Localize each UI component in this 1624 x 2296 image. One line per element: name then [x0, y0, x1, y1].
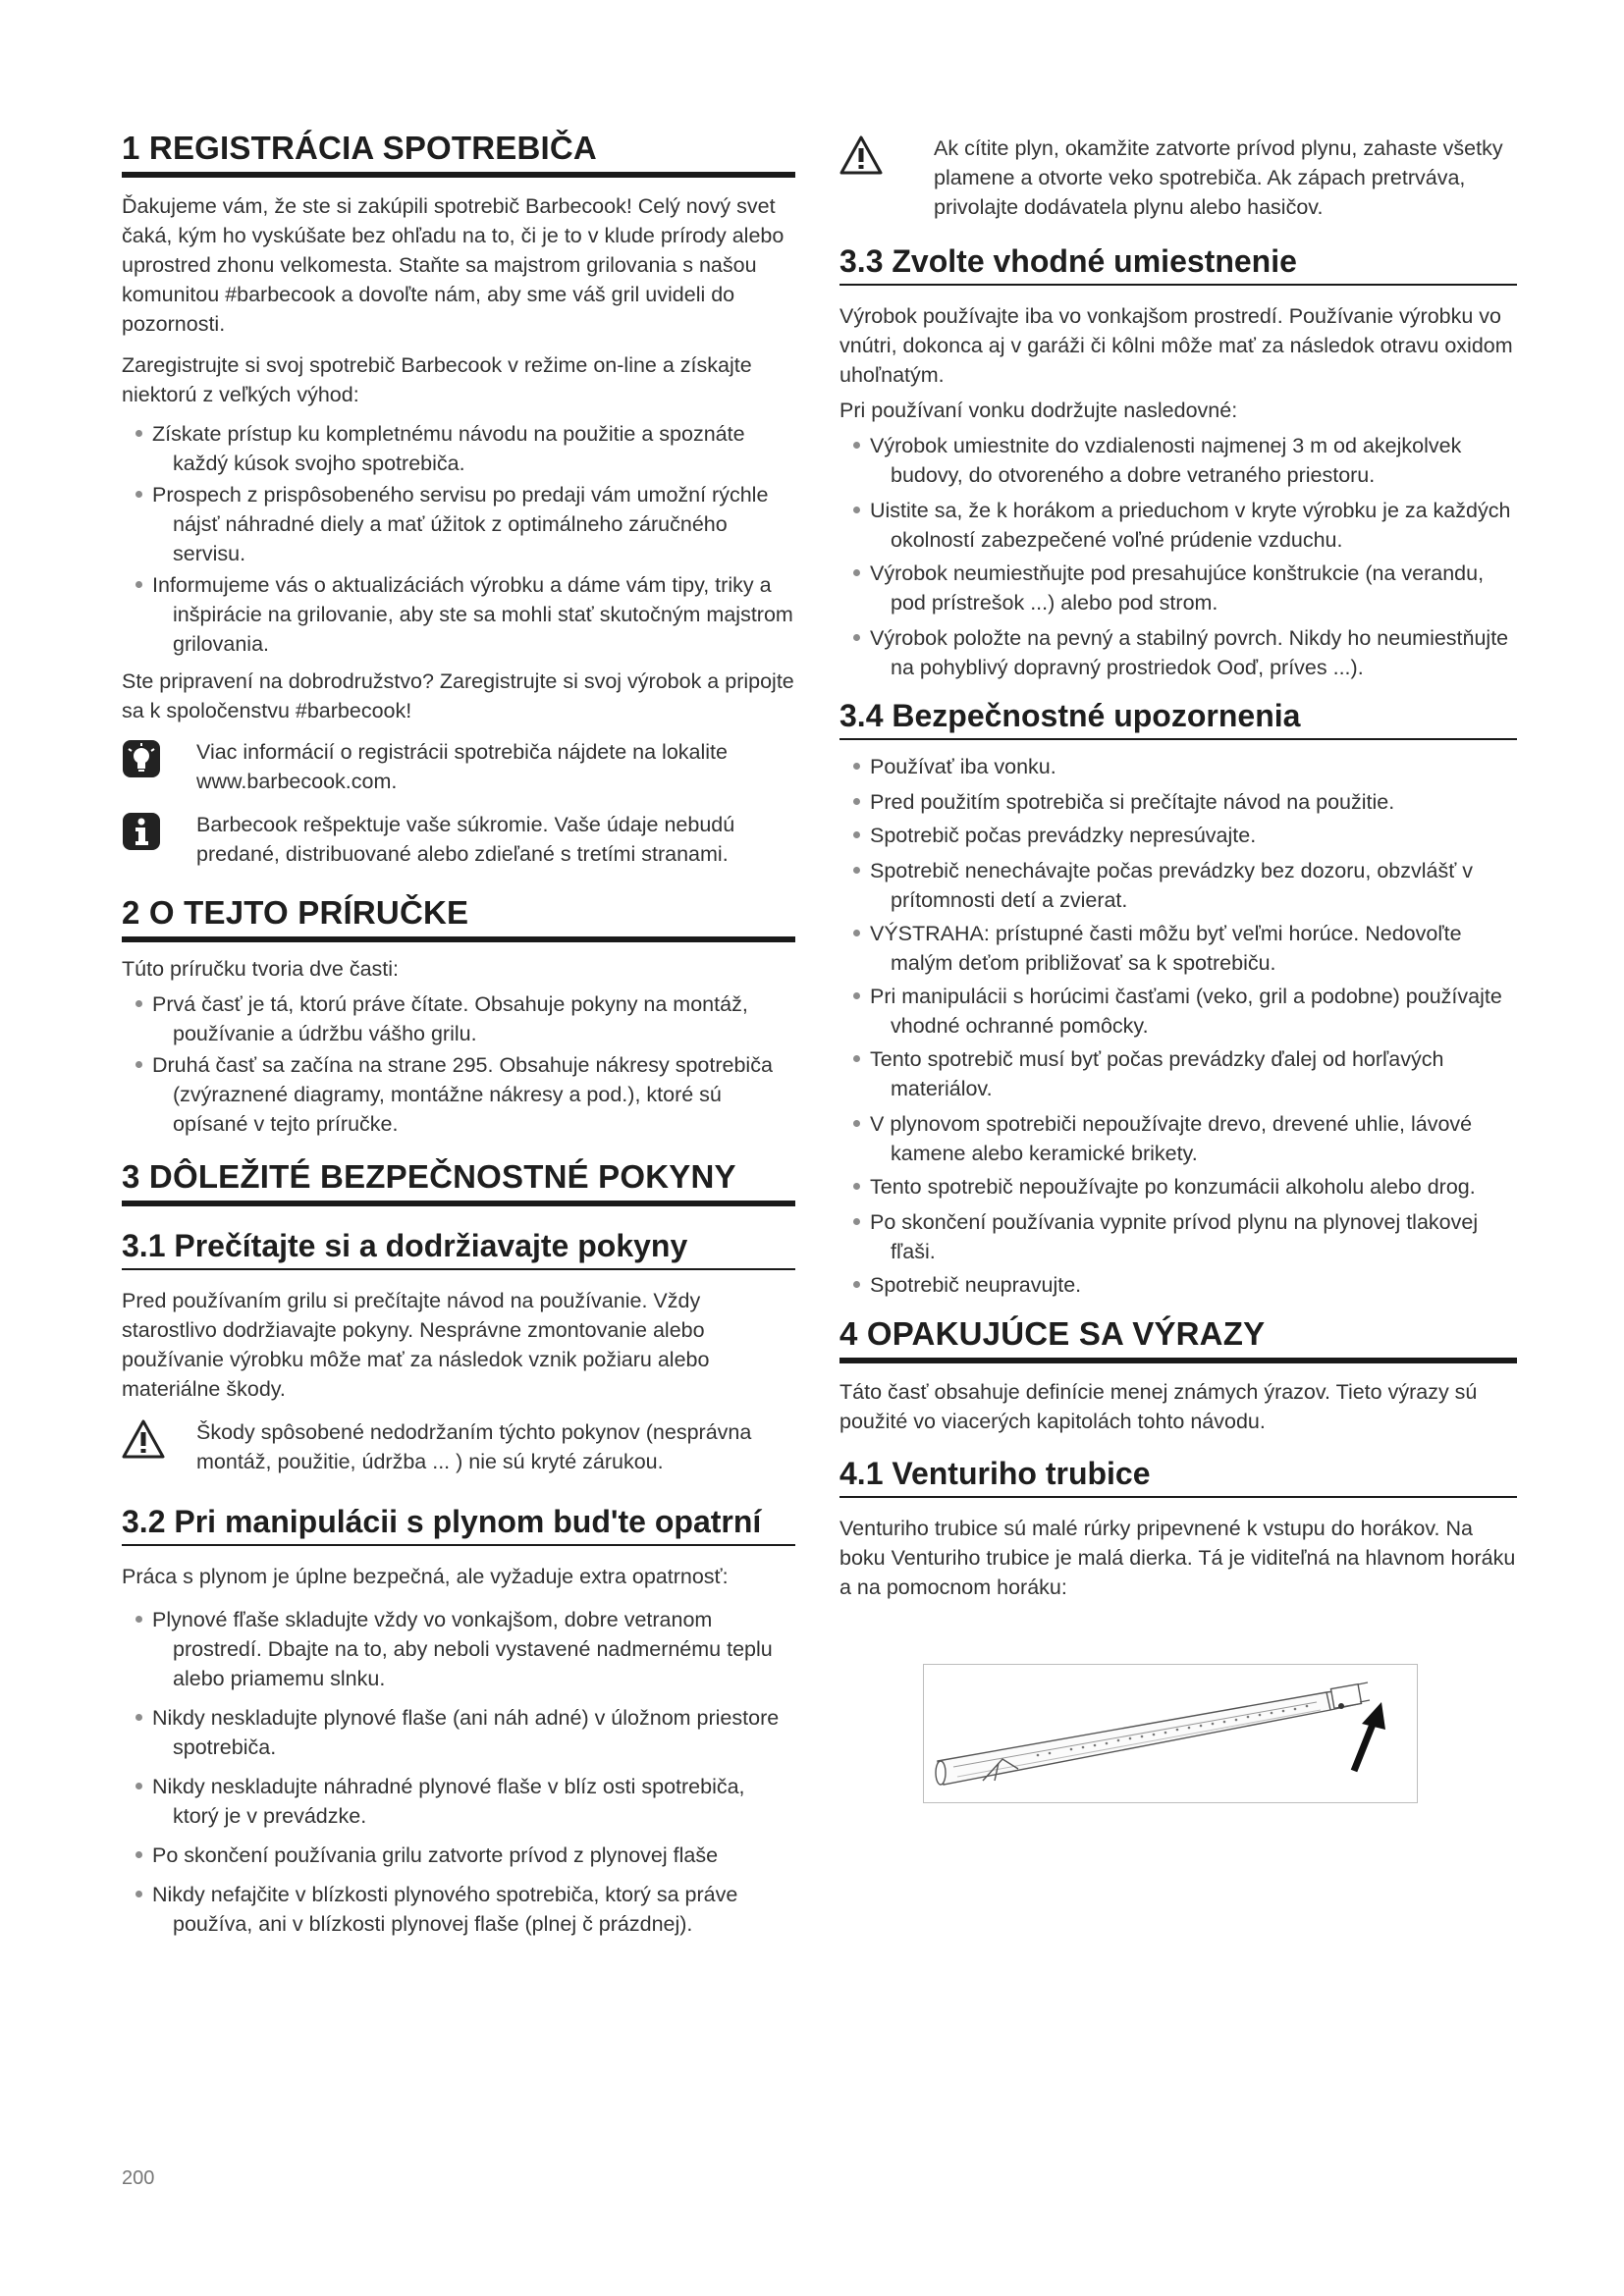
- list-item: Nikdy nefajčite v blízkosti plynového spotrebiča, ktorý sa práve používa, ani v blízkosti plynovej flaše (plnej č prázdnej).: [122, 1880, 795, 1939]
- section-3-title: 3 DÔLEŽITÉ BEZPEČNOSTNÉ POKYNY: [122, 1158, 795, 1206]
- section-3-1-text: Pred používaním grilu si prečítajte návod na používanie. Vždy starostlivo dodržiavajte pokyny. Nesprávne zmontovanie alebo používanie výrobku môže mať za následok vznik požiaru alebo materiálne škody.: [122, 1289, 710, 1401]
- privacy-note: [122, 810, 795, 869]
- section-3-3-title: 3.3 Zvolte vhodné umiestnenie: [839, 243, 1517, 286]
- lightbulb-tip-icon: [122, 739, 169, 783]
- section-4-title: 4 OPAKUJÚCE SA VÝRAZY: [839, 1315, 1517, 1363]
- section-3-2-list: [122, 1605, 795, 1939]
- list-item: Spotrebič počas prevádzky nepresúvajte.: [839, 821, 1517, 850]
- list-item: Druhá časť sa začína na strane 295. Obsahuje nákresy spotrebiča (zvýraznené diagramy, montážne nákresy a pod.), ktoré sú opísané v tejto príručke.: [122, 1050, 795, 1139]
- section-1-title: 1 REGISTRÁCIA SPOTREBIČA: [122, 130, 795, 178]
- list-item: Tento spotrebič musí byť počas prevádzky ďalej od horľavých materiálov.: [839, 1044, 1517, 1103]
- list-item: Informujeme vás o aktualizáciách výrobku a dáme vám tipy, triky a inšpirácie na grilovanie, aby ste sa mohli stať skutočným majstrom grilovania.: [122, 570, 795, 659]
- section-1-intro: Ďakujeme vám, že ste si zakúpili spotrebič Barbecook! Celý nový svet čaká, kým ho vyskúšate bez ohľadu na to, či je to v klude prírody alebo uprostred zhonu velkomesta. Staňte sa majstrom grilovania s našou komunitou #barbecook a dovoľte nám, aby sme váš gril uvideli do pozornosti.: [122, 194, 785, 336]
- left-column: [122, 130, 795, 1939]
- list-item: Uistite sa, že k horákom a prieduchom v kryte výrobku je za každých okolností zabezpečené voľné prúdenie vzduchu.: [839, 496, 1517, 555]
- section-1-adventure-text: Ste pripravení na dobrodružstvo? Zaregistrujte si svoj výrobok a pripojte sa k spoločenstvu #barbecook!: [122, 669, 794, 722]
- page-number: 200: [122, 2167, 155, 2189]
- list-item: VÝSTRAHA: prístupné časti môžu byť veľmi horúce. Nedovoľte malým deťom približovať sa k spotrebiču.: [839, 919, 1517, 978]
- section-1-register-text: Zaregistrujte si svoj spotrebič Barbecook v režime on-line a získajte niektorú z veľkých výhod:: [122, 353, 752, 406]
- list-item: Výrobok umiestnite do vzdialenosti najmenej 3 m od akejkolvek budovy, do otvoreného a dobre vetraného priestoru.: [839, 431, 1517, 490]
- list-item: Výrobok položte na pevný a stabilný povrch. Nikdy ho neumiestňujte na pohyblivý dopravný prostriedok Ooď, príves ...).: [839, 623, 1517, 682]
- section-4-1-text: Venturiho trubice sú malé rúrky pripevnené k vstupu do horákov. Na boku Venturiho trubice je malá dierka. Tá je viditeľná na hlavnom horáku a na pomocnom horáku:: [839, 1517, 1516, 1599]
- list-item: Spotrebič nenechávajte počas prevádzky bez dozoru, obzvlášť v prítomnosti detí a zvierat.: [839, 856, 1517, 915]
- section-3-2-intro: Práca s plynom je úplne bezpečná, ale vyžaduje extra opatrnosť:: [122, 1565, 729, 1588]
- tip-note-text: Viac informácií o registrácii spotrebiča nájdete na lokalite www.barbecook.com.: [196, 740, 728, 793]
- list-item: Nikdy neskladujte náhradné plynové flaše v blíz osti spotrebiča, ktorý je v prevádzke.: [122, 1772, 795, 1831]
- list-item: Plynové fľaše skladujte vždy vo vonkajšom, dobre vetranom prostredí. Dbajte na to, aby neboli vystavené nadmernému teplu alebo priamemu slnku.: [122, 1605, 795, 1693]
- section-3-2-title: 3.2 Pri manipulácii s plynom bud'te opatrní: [122, 1504, 795, 1546]
- gas-smell-warning-text: Ak cítite plyn, okamžite zatvorte prívod plynu, zahaste všetky plamene a otvorte veko spotrebiča. Ak zápach pretrváva, privolajte dodávatela plynu alebo hasičov.: [934, 136, 1503, 219]
- arrow-pointer-icon: [1354, 1702, 1385, 1771]
- list-item: Pri manipulácii s horúcimi časťami (veko, gril a podobne) používajte vhodné ochranné pomôcky.: [839, 982, 1517, 1041]
- section-1-benefits-list: [122, 419, 795, 659]
- list-item: Prospech z prispôsobeného servisu po predaji vám umožní rýchle nájsť náhradné diely a mať úžitok z optimálneho záručného servisu.: [122, 480, 795, 568]
- section-3-3-text: Výrobok používajte iba vo vonkajšom prostredí. Používanie výrobku vo vnútri, dokonca aj v garáži či kôlni môže mať za následok otravu oxidom uhoľnatým.: [839, 304, 1513, 387]
- tip-note: [122, 737, 795, 796]
- list-item: Po skončení používania vypnite prívod plynu na plynovej tlakovej fľaši.: [839, 1207, 1517, 1266]
- list-item: Prvá časť je tá, ktorú práve čítate. Obsahuje pokyny na montáž, používanie a údržbu vášho grilu.: [122, 989, 795, 1048]
- list-item: Výrobok neumiestňujte pod presahujúce konštrukcie (na verandu, pod prístrešok ...) alebo pod strom.: [839, 559, 1517, 617]
- list-item: Po skončení používania grilu zatvorte prívod z plynovej flaše: [122, 1841, 795, 1870]
- section-2-title: 2 O TEJTO PRÍRUČKE: [122, 894, 795, 942]
- privacy-note-text: Barbecook rešpektuje vaše súkromie. Vaše údaje nebudú predané, distribuované alebo zdieľané s tretími stranami.: [196, 813, 735, 866]
- right-column: [839, 133, 1517, 1602]
- warranty-warning: [122, 1417, 795, 1476]
- section-3-4-list: [839, 752, 1517, 1300]
- list-item: Získate prístup ku kompletnému návodu na použitie a spoznáte každý kúsok svojho spotrebiča.: [122, 419, 795, 478]
- list-item: V plynovom spotrebiči nepoužívajte drevo, drevené uhlie, lávové kamene alebo keramické brikety.: [839, 1109, 1517, 1168]
- section-4-1-title: 4.1 Venturiho trubice: [839, 1456, 1517, 1498]
- venturi-tube-illustration: [923, 1664, 1418, 1803]
- list-item: Používať iba vonku.: [839, 752, 1517, 781]
- section-2-list: [122, 989, 795, 1139]
- section-3-3-list: [839, 431, 1517, 682]
- section-3-4-title: 3.4 Bezpečnostné upozornenia: [839, 698, 1517, 740]
- section-4-text: Táto časť obsahuje definície menej známych ýrazov. Tieto výrazy sú použité vo viacerých kapitolách tohto návodu.: [839, 1380, 1478, 1433]
- gas-smell-warning: [839, 133, 1517, 222]
- section-3-1-title: 3.1 Prečítajte si a dodržiavajte pokyny: [122, 1228, 795, 1270]
- section-3-3-outdoor-text: Pri používaní vonku dodržujte nasledovné:: [839, 399, 1238, 422]
- list-item: Tento spotrebič nepoužívajte po konzumácii alkoholu alebo drog.: [839, 1172, 1517, 1201]
- warranty-warning-text: Škody spôsobené nedodržaním týchto pokynov (nesprávna montáž, použitie, údržba ... ) nie sú kryté zárukou.: [196, 1420, 752, 1473]
- warning-triangle-icon: [122, 1419, 169, 1464]
- warning-triangle-icon: [839, 135, 887, 180]
- list-item: Spotrebič neupravujte.: [839, 1270, 1517, 1300]
- list-item: Pred použitím spotrebiča si prečítajte návod na použitie.: [839, 787, 1517, 817]
- list-item: Nikdy neskladujte plynové flaše (ani náh adné) v úložnom priestore spotrebiča.: [122, 1703, 795, 1762]
- section-2-intro: Túto príručku tvoria dve časti:: [122, 957, 399, 981]
- info-icon: [122, 812, 169, 856]
